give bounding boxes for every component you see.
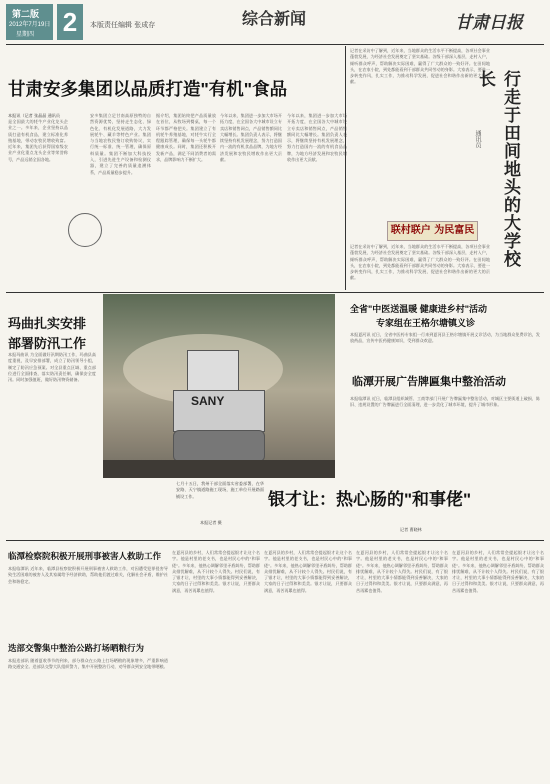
story3-body: 本报夏河讯 近日，全省中医药专家组一行来到夏河县王格尔塘镇开展义诊活动，为当地群众免费诊治，发放药品，宣传中医药健康知识，受到群众欢迎。	[350, 332, 540, 344]
edition-badge	[6, 4, 53, 40]
editor-credits: 本版责任编辑 张成存	[90, 21, 156, 29]
feature-vertical-title: 行走于田间地头的大学校长	[476, 70, 520, 268]
photo-credit: 本报记者 摄	[200, 520, 222, 525]
lead-col-3: 据介绍，集团始终把产品质量放在首位，从牧场到餐桌，每一个环节都严格把关。集团建立了有机牦牛养殖基地，对牦牛实行全程跟踪管理，确保每一头牦牛都健康成长。同时，集团还积极开发新产品，满足不同消费者的需求，品牌影响力不断扩大。	[156, 113, 216, 163]
lead-dateline: 本报讯（记者 张晶晶 通讯员	[8, 113, 60, 118]
story6-body: 本报临潭讯 近年来，临潭县检察院积极开展刑事被害人救助工作，对因遭受犯罪侵害导致生活困难的被害人及其家属给予经济救助，帮助他们渡过难关，化解社会矛盾，维护社会和谐稳定。	[8, 566, 168, 584]
roller-drum	[173, 430, 265, 462]
story7-body: 本报迭部讯 随着夏收季节的到来，部分群众在公路上打场晒粮的现象增多，严重影响道路交通安全。迭部县交警大队组织警力，集中开展整治行动，劝导群众到安全地带晒粮。	[8, 658, 168, 670]
feature-text-main: 记者在采访中了解到，近年来，当地群众的生活水平不断提高，各项社会事业蓬勃发展，为经济社会发展奠定了坚实基础。各级干部深入基层，走村入户，倾听群众呼声，帮助解决实际困难，赢得了广大群众的一致好评。在田间地头，在农家小院，到处都能看到干部群众共同劳动的身影。大家表示，要进一步转变作风，扎实工作，为推动科学发展、促进社会和谐作出新的更大的贡献。	[350, 48, 490, 85]
feature-text-tail: 记者在采访中了解到，近年来，当地群众的生活水平不断提高，各项社会事业蓬勃发展，为经济社会发展奠定了坚实基础。各级干部深入基层，走村入户，倾听群众呼声，帮助解决实际困难，赢得了广大群众的一致好评。在田间地头，在农家小院，到处都能看到干部群众共同劳动的身影。大家表示，要进一步转变作风，扎实工作，为推动科学发展、促进社会和谐作出新的更大的贡献。	[350, 244, 490, 281]
issue-date: 2012年7月19日	[9, 22, 51, 28]
newspaper-logo: 甘肃日报	[455, 13, 523, 33]
issue-weekday: 星期四	[16, 32, 35, 38]
story5-col-3: 在夏河县的乡村，人们常常会提起银才让这个名字。他是村里的老支书，也是村民心中的"和事佬"。多年来，他热心调解邻里矛盾纠纷，帮助群众排忧解难，从不计较个人得失。村民们说，有了银才让，村里的大事小情都能得到妥善解决，大家的日子过得和和美美。银才让说，只要群众满意，再苦再累也值得。	[356, 550, 448, 593]
road-surface	[103, 460, 335, 478]
lower-rule	[6, 540, 544, 541]
lead-col-1: 是全国最大的牦牛产业化龙头企业之一。多年来，企业坚持以品质打造有机食品，建立标准化养殖基地，带动农牧民增收致富。近年来，集团先后获得国家级农业产业化重点龙头企业等荣誉称号，产品远销全国各地。	[8, 119, 68, 162]
story5-col-2: 在夏河县的乡村，人们常常会提起银才让这个名字。他是村里的老支书，也是村民心中的"和事佬"。多年来，他热心调解邻里矛盾纠纷，帮助群众排忧解难，从不计较个人得失。村民们说，有了银才让，村里的大事小情都能得到妥善解决，大家的日子过得和和美美。银才让说，只要群众满意，再苦再累也值得。	[264, 550, 352, 593]
header-rule	[6, 44, 544, 45]
roller-brand: SANY	[191, 394, 225, 408]
story3-headline-2: 专家组在王格尔塘镇义诊	[376, 318, 476, 328]
feature-byline: 通讯员	[474, 130, 481, 148]
roller-cab	[187, 350, 239, 392]
road-construction-photo	[103, 294, 335, 478]
edition-label: 第二版	[12, 9, 40, 19]
lead-stamp	[68, 213, 102, 247]
section-title: 综合新闻	[242, 9, 307, 28]
lead-col-5: 今年以来，集团进一步加大市场开拓力度，在全国各大中城市设立专卖店和销售网点，产品销售额同比大幅增长。集团负责人表示，将继续坚持有机发展理念，努力打造国内一流的有机食品品牌，为地方经济发展和农牧民增收作出更大贡献。	[287, 113, 347, 163]
story3-headline-1: 全省"中医送温暖 健康进乡村"活动	[350, 304, 488, 314]
page-number: 2	[57, 4, 83, 40]
lead-headline: 甘肃安多集团以品质打造"有机"食品	[8, 79, 288, 99]
photo-caption: 七月十五日，我州干部全面落实省委部署，在华安路、天宁镇道路施工现场，施工单位开展路面铺设工作。	[176, 481, 264, 499]
story5-headline: 银才让：热心肠的"和事佬"	[268, 490, 472, 509]
mid-rule	[6, 292, 544, 293]
story2-body: 本报玛曲讯 为全面做好汛期防汛工作，玛曲县高度重视，及早安排部署，成立了防汛领导小组，制定了防汛应急预案。对全县重点区域、重点部位进行全面排查，落实防汛责任制，确保安全度汛。同时加强值班，做好防汛物资储备。	[8, 352, 96, 383]
ad-banner: 联村联户 为民富民	[387, 221, 478, 241]
feature-divider	[345, 46, 346, 290]
story5-col-4: 在夏河县的乡村，人们常常会提起银才让这个名字。他是村里的老支书，也是村民心中的"和事佬"。多年来，他热心调解邻里矛盾纠纷，帮助群众排忧解难，从不计较个人得失。村民们说，有了银才让，村里的大事小情都能得到妥善解决，大家的日子过得和和美美。银才让说，只要群众满意，再苦再累也值得。	[452, 550, 544, 593]
story4-headline: 临潭开展广告牌匾集中整治活动	[352, 376, 506, 388]
lead-col-2: 安多集团立足甘南高原独特的自然资源优势，坚持走生态化、绿色化、有机化发展道路，大力发展牦牛、藏羊等特色产业。集团与当地农牧民签订收购协议，实行统一标准、统一管理，确保原料质量。集团不断加大科技投入，引进先进生产设备和检测仪器，建立了完善的质量追溯体系，产品质量稳步提升。	[90, 113, 151, 175]
story2-headline-2: 部署防汛工作	[8, 336, 87, 351]
story6-headline: 临潭检察院积极开展刑事被害人救助工作	[8, 551, 162, 561]
story5-byline: 记者 曹晓林	[400, 527, 422, 532]
lead-col-4: 今年以来，集团进一步加大市场开拓力度，在全国各大中城市设立专卖店和销售网点，产品销售额同比大幅增长。集团负责人表示，将继续坚持有机发展理念，努力打造国内一流的有机食品品牌，为地方经济发展和农牧民增收作出更大贡献。	[220, 113, 282, 163]
story5-col-1: 在夏河县的乡村，人们常常会提起银才让这个名字。他是村里的老支书，也是村民心中的"和事佬"。多年来，他热心调解邻里矛盾纠纷，帮助群众排忧解难，从不计较个人得失。村民们说，有了银才让，村里的大事小情都能得到妥善解决，大家的日子过得和和美美。银才让说，只要群众满意，再苦再累也值得。	[172, 550, 260, 593]
story4-body: 本报临潭讯 近日，临潭县组织城管、工商等部门开展广告牌匾集中整治活动，对城区主要街道上破损、陈旧、违规设置的广告牌匾进行全面清理，进一步美化了城市环境，提升了城市形象。	[350, 396, 540, 408]
story7-headline: 迭部交警集中整治公路打场晒粮行为	[8, 643, 145, 653]
story2-headline-1: 玛曲扎实安排	[8, 316, 87, 331]
